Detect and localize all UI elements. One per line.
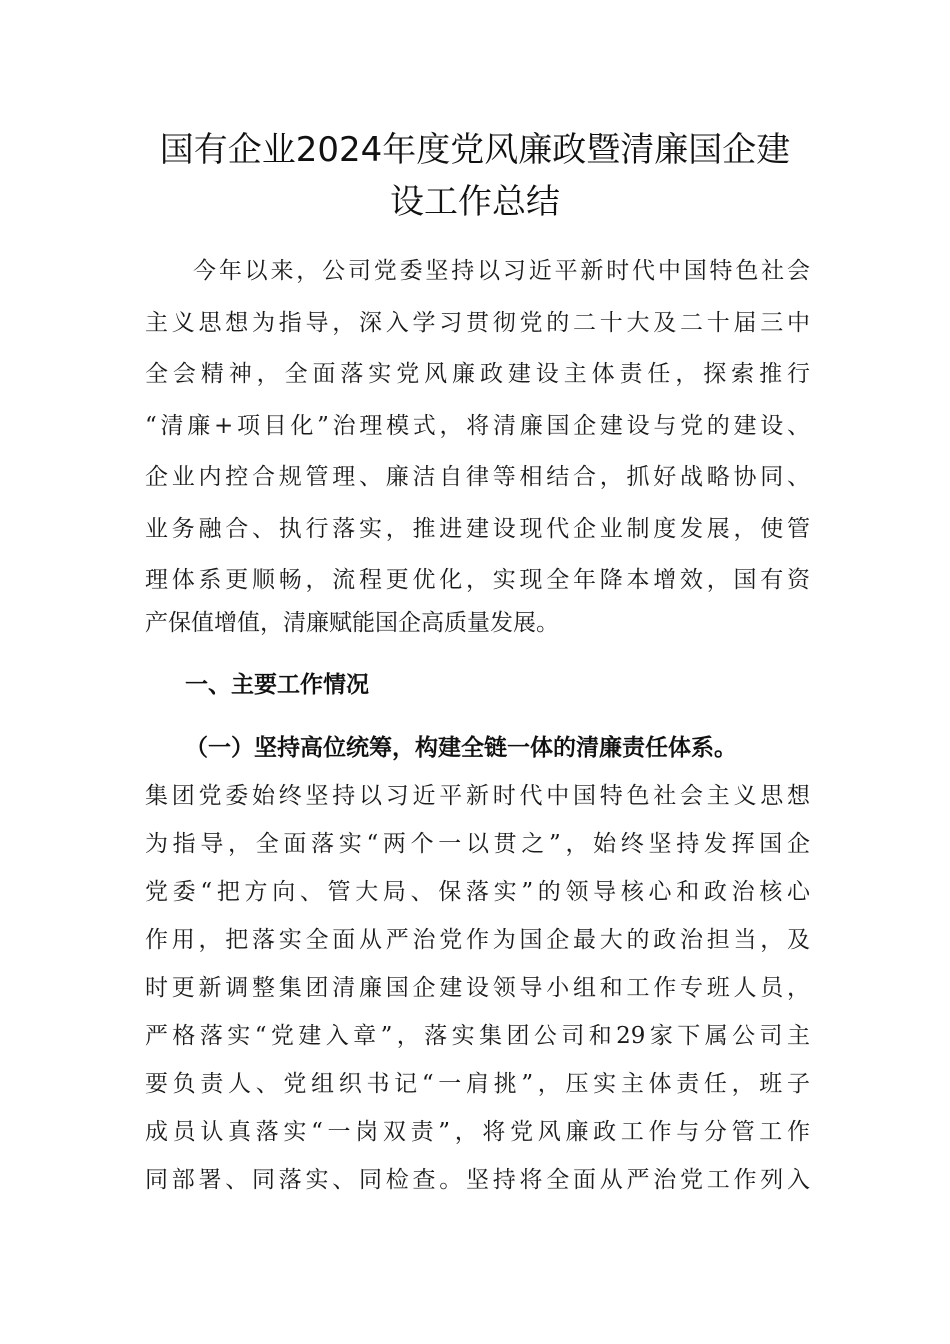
document-title-line-1: 国有企业2024年度党风廉政暨清廉国企建	[159, 130, 791, 170]
subsection-heading: （一）坚持高位统筹，构建全链一体的清廉责任体系。	[185, 735, 737, 761]
body-paragraph-line: 集团党委始终坚持以习近平新时代中国特色社会主义思想	[145, 783, 810, 809]
section-heading: 一、主要工作情况	[185, 672, 369, 698]
intro-paragraph-line: 全会精神，全面落实党风廉政建设主体责任，探索推行	[145, 361, 810, 387]
intro-paragraph-line: 主义思想为指导，深入学习贯彻党的二十大及二十届三中	[145, 310, 810, 336]
body-paragraph-line: 成员认真落实“一岗双责”，将党风廉政工作与分管工作	[145, 1119, 810, 1145]
body-paragraph-line: 时更新调整集团清廉国企建设领导小组和工作专班人员，	[145, 975, 810, 1001]
intro-paragraph-line: 今年以来，公司党委坚持以习近平新时代中国特色社会	[193, 258, 810, 284]
intro-paragraph-line: 业务融合、执行落实，推进建设现代企业制度发展，使管	[145, 516, 810, 542]
body-paragraph-line: 要负责人、党组织书记“一肩挑”，压实主体责任，班子	[145, 1071, 810, 1097]
intro-paragraph-line: 产保值增值，清廉赋能国企高质量发展。	[145, 610, 559, 636]
intro-paragraph-line: 企业内控合规管理、廉洁自律等相结合，抓好战略协同、	[145, 464, 810, 490]
document-title-line-2: 设工作总结	[390, 182, 560, 222]
intro-paragraph-line: 理体系更顺畅，流程更优化，实现全年降本增效，国有资	[145, 567, 810, 593]
body-paragraph-line: 为指导，全面落实“两个一以贯之”，始终坚持发挥国企	[145, 831, 810, 857]
body-paragraph-line: 同部署、同落实、同检查。坚持将全面从严治党工作列入	[145, 1167, 810, 1193]
body-paragraph-line: 党委“把方向、管大局、保落实”的领导核心和政治核心	[145, 879, 810, 905]
body-paragraph-line: 作用，把落实全面从严治党作为国企最大的政治担当，及	[145, 927, 810, 953]
body-paragraph-line: 严格落实“党建入章”，落实集团公司和29家下属公司主	[145, 1023, 810, 1049]
intro-paragraph-line: “清廉+项目化”治理模式，将清廉国企建设与党的建设、	[145, 413, 810, 439]
